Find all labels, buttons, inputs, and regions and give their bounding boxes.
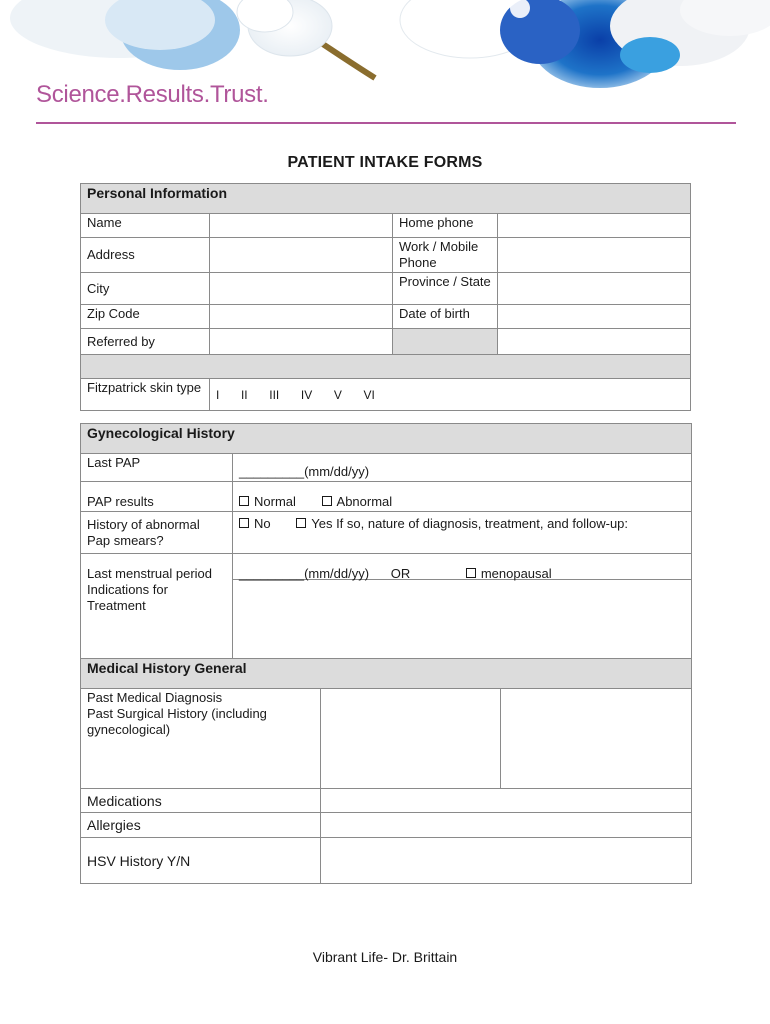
medications-field[interactable]: [321, 789, 692, 813]
referred-label: Referred by: [81, 329, 210, 355]
city-label: City: [81, 273, 210, 305]
dob-label: Date of birth: [393, 305, 498, 329]
last-pap-date-field[interactable]: _________(mm/dd/yy): [233, 454, 692, 482]
medical-history-table: [80, 658, 692, 884]
referred-field[interactable]: [210, 329, 393, 355]
referred-extra-field[interactable]: [498, 329, 691, 355]
section-heading: Personal Information: [81, 184, 691, 214]
abnormal-history-options: [233, 512, 692, 554]
fitz-type-3[interactable]: III: [269, 387, 280, 402]
indications-label: Indications for Treatment: [87, 582, 168, 613]
pap-results-label: PAP results: [81, 482, 233, 512]
zip-label: Zip Code: [81, 305, 210, 329]
pap-abnormal-option[interactable]: Abnormal: [322, 494, 393, 509]
abnormal-no-option[interactable]: No: [239, 516, 271, 531]
fitz-type-2[interactable]: II: [240, 387, 248, 402]
medications-label: Medications: [81, 789, 321, 813]
pap-results-options: [233, 482, 692, 512]
past-diagnosis-label: Past Medical Diagnosis: [87, 690, 223, 705]
fitz-type-4[interactable]: IV: [300, 387, 313, 402]
header-divider: [36, 122, 736, 124]
referred-blank-shaded: [393, 329, 498, 355]
checkbox-icon: [239, 518, 249, 528]
brand-tagline: Science.Results.Trust.: [36, 81, 269, 108]
or-label: OR: [390, 566, 411, 581]
lmp-and-indications-fields: [233, 554, 692, 662]
past-history-labels: [81, 689, 321, 789]
name-label: Name: [81, 214, 210, 238]
lmp-row: [233, 554, 691, 580]
personal-info-table: [80, 183, 691, 411]
header-flower-artwork: [0, 0, 770, 90]
lmp-and-indications-labels: [81, 554, 233, 662]
address-field[interactable]: [210, 238, 393, 273]
fitz-type-1[interactable]: I: [216, 387, 220, 402]
fitz-type-5[interactable]: V: [333, 387, 342, 402]
allergies-field[interactable]: [321, 813, 692, 838]
abnormal-history-label: History of abnormal Pap smears?: [81, 512, 233, 554]
page-title: PATIENT INTAKE FORMS: [287, 154, 483, 171]
home-phone-field[interactable]: [498, 214, 691, 238]
section-heading: Medical History General: [81, 659, 692, 689]
work-phone-field[interactable]: [498, 238, 691, 273]
fitzpatrick-options: [210, 379, 691, 411]
checkbox-icon: [296, 518, 306, 528]
allergies-label: Allergies: [81, 813, 321, 838]
past-diagnosis-field[interactable]: [321, 689, 501, 789]
checkbox-icon: [466, 568, 476, 578]
province-label: Province / State: [393, 273, 498, 305]
abnormal-yes-option[interactable]: Yes If so, nature of diagnosis, treatment, and follow-up:: [296, 516, 628, 531]
checkbox-icon: [322, 496, 332, 506]
gynecological-history-table: [80, 423, 692, 662]
footer-text: Vibrant Life- Dr. Brittain: [312, 949, 458, 965]
past-surgical-label: Past Surgical History (including gynecological): [87, 706, 267, 737]
indications-field[interactable]: [233, 580, 691, 658]
home-phone-label: Home phone: [393, 214, 498, 238]
spacer-row: [81, 355, 691, 379]
dob-field[interactable]: [498, 305, 691, 329]
work-phone-label: Work / Mobile Phone: [393, 238, 498, 273]
zip-field[interactable]: [210, 305, 393, 329]
checkbox-icon: [239, 496, 249, 506]
hsv-history-field[interactable]: [321, 838, 692, 884]
province-field[interactable]: [498, 273, 691, 305]
fitz-type-6[interactable]: VI: [363, 387, 375, 402]
past-surgical-field[interactable]: [501, 689, 692, 789]
hsv-history-label: HSV History Y/N: [81, 838, 321, 884]
last-pap-label: Last PAP: [81, 454, 233, 482]
fitzpatrick-label: Fitzpatrick skin type: [81, 379, 210, 411]
section-heading: Gynecological History: [81, 424, 692, 454]
name-field[interactable]: [210, 214, 393, 238]
pap-normal-option[interactable]: Normal: [239, 494, 296, 509]
lmp-label: Last menstrual period: [87, 566, 213, 581]
lmp-date-field[interactable]: _________(mm/dd/yy): [239, 566, 370, 581]
address-label: Address: [81, 238, 210, 273]
city-field[interactable]: [210, 273, 393, 305]
menopausal-option[interactable]: menopausal: [466, 566, 552, 581]
